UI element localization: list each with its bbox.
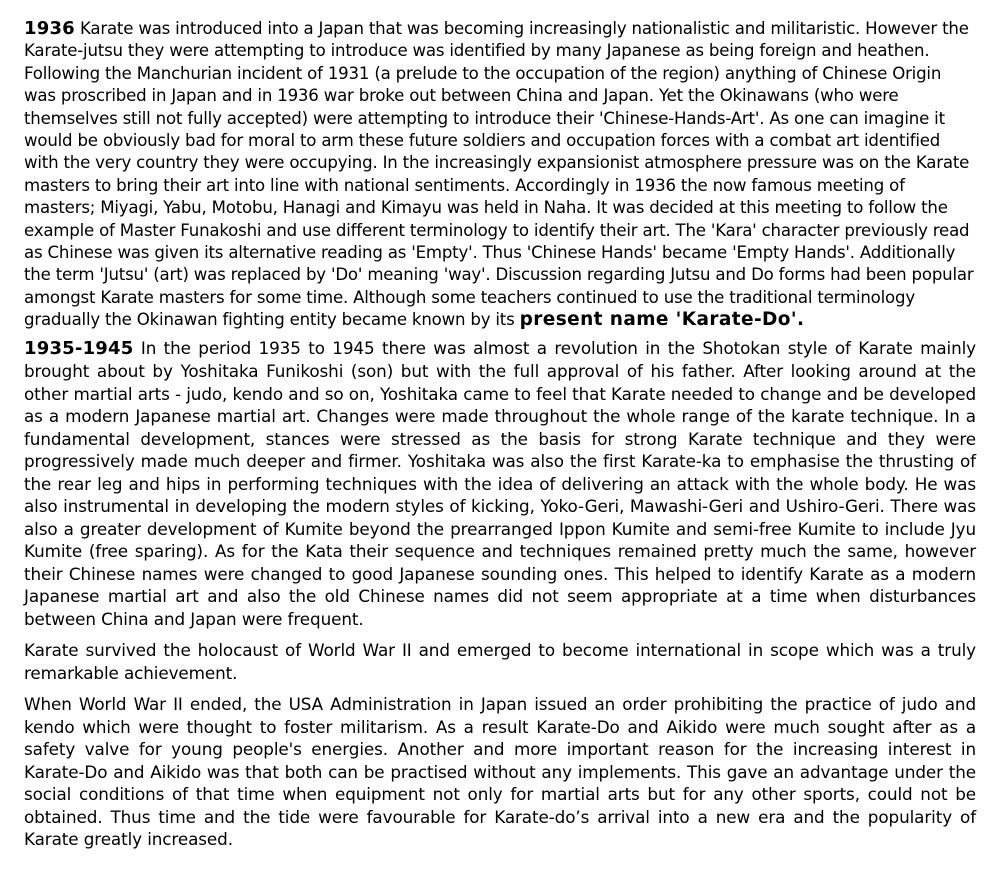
section-1936-body: Karate was introduced into a Japan that was becoming increasingly nationalistic and militaristic. However the Karate-jutsu they were attempting to introduce was identified by many Japanese as being foreign and heathen. Following the Manchurian incident of 1931 (a prelude to the occupation of the region) anything of Chinese Origin was proscribed in Japan and in 1936 war broke out between China and Japan. Yet the Okinawans (who were themselves still not fully accepted) were attempting to introduce their 'Chinese-Hands-Art'. As one can imagine it would be obviously bad for moral to arm these future soldiers and occupation forces with a combat art identified with the very country they were occupying. In the increasingly expansionist atmosphere pressure was on the Karate masters to bring their art into line with national sentiments. Accordingly in 1936 the now famous meeting of masters; Miyagi, Yabu, Motobu, Hanagi and Kimayu was held in Naha. It was decided at this meeting to follow the example of Master Funakoshi and use different terminology to identify their art. The 'Kara' character previously read as Chinese was given its alternative reading as 'Empty'. Thus 'Chinese Hands' became 'Empty Hands'. Additionally the term 'Jutsu' (art) was replaced by 'Do' meaning 'way'. Discussion regarding Jutsu and Do forms had been popular amongst Karate masters for some time. Although some teachers continued to use the traditional terminology gradually the Okinawan fighting entity became known by its xyxy=(24,19,974,330)
section-1935-1945-body: In the period 1935 to 1945 there was almost a revolution in the Shotokan style of Karate mainly brought about by Yoshitaka Funikoshi (son) but with the full approval of his father. After looking around at the other martial arts - judo, kendo and so on, Yoshitaka came to feel that Karate needed to change and be developed as a modern Japanese martial art. Changes were made throughout the whole range of the karate technique. In a fundamental development, stances were stressed as the basis for strong Karate technique and they were progressively made much deeper and firmer. Yoshitaka was also the first Karate-ka to emphasise the thrusting of the rear leg and hips in performing techniques with the idea of delivering an attack with the whole body. He was also instrumental in developing the modern styles of kicking, Yoko-Geri, Mawashi-Geri and Ushiro-Geri. There was also a greater development of Kumite beyond the prearranged Ippon Kumite and semi-free Kumite to include Jyu Kumite (free sparing). As for the Kata their sequence and techniques remained pretty much the same, however their Chinese names were changed to good Japanese sounding ones. This helped to identify Karate as a modern Japanese martial art and also the old Chinese names did not seem appropriate at a time when disturbances between China and Japan were frequent. xyxy=(24,337,977,629)
paragraph-usa-administration: When World War II ended, the USA Administration in Japan issued an order prohibiting the practice of judo and kendo which were thought to foster militarism. As a result Karate-Do and Aikido were much sought after as a safety valve for young people's energies. Another and more important reason for the increasing interest in Karate-Do and Aikido was that both can be practised without any implements. This gave an advantage under the social conditions of that time when equipment not only for martial arts but for any other sports, could not be obtained. Thus time and the tide were favourable for Karate-do’s arrival into a new era and the popularity of Karate greatly increased. xyxy=(24,694,976,850)
paragraph-wwii: Karate survived the holocaust of World War II and emerged to become international in scope which was a truly remarkable achievement. xyxy=(24,640,976,683)
section-1936-emphasis: present name 'Karate-Do'. xyxy=(519,309,805,331)
section-1935-1945-heading: 1935-1945 xyxy=(24,337,134,359)
section-1936-heading: 1936 xyxy=(24,18,75,39)
section-1936 xyxy=(24,18,976,332)
section-1935-1945 xyxy=(24,337,976,631)
